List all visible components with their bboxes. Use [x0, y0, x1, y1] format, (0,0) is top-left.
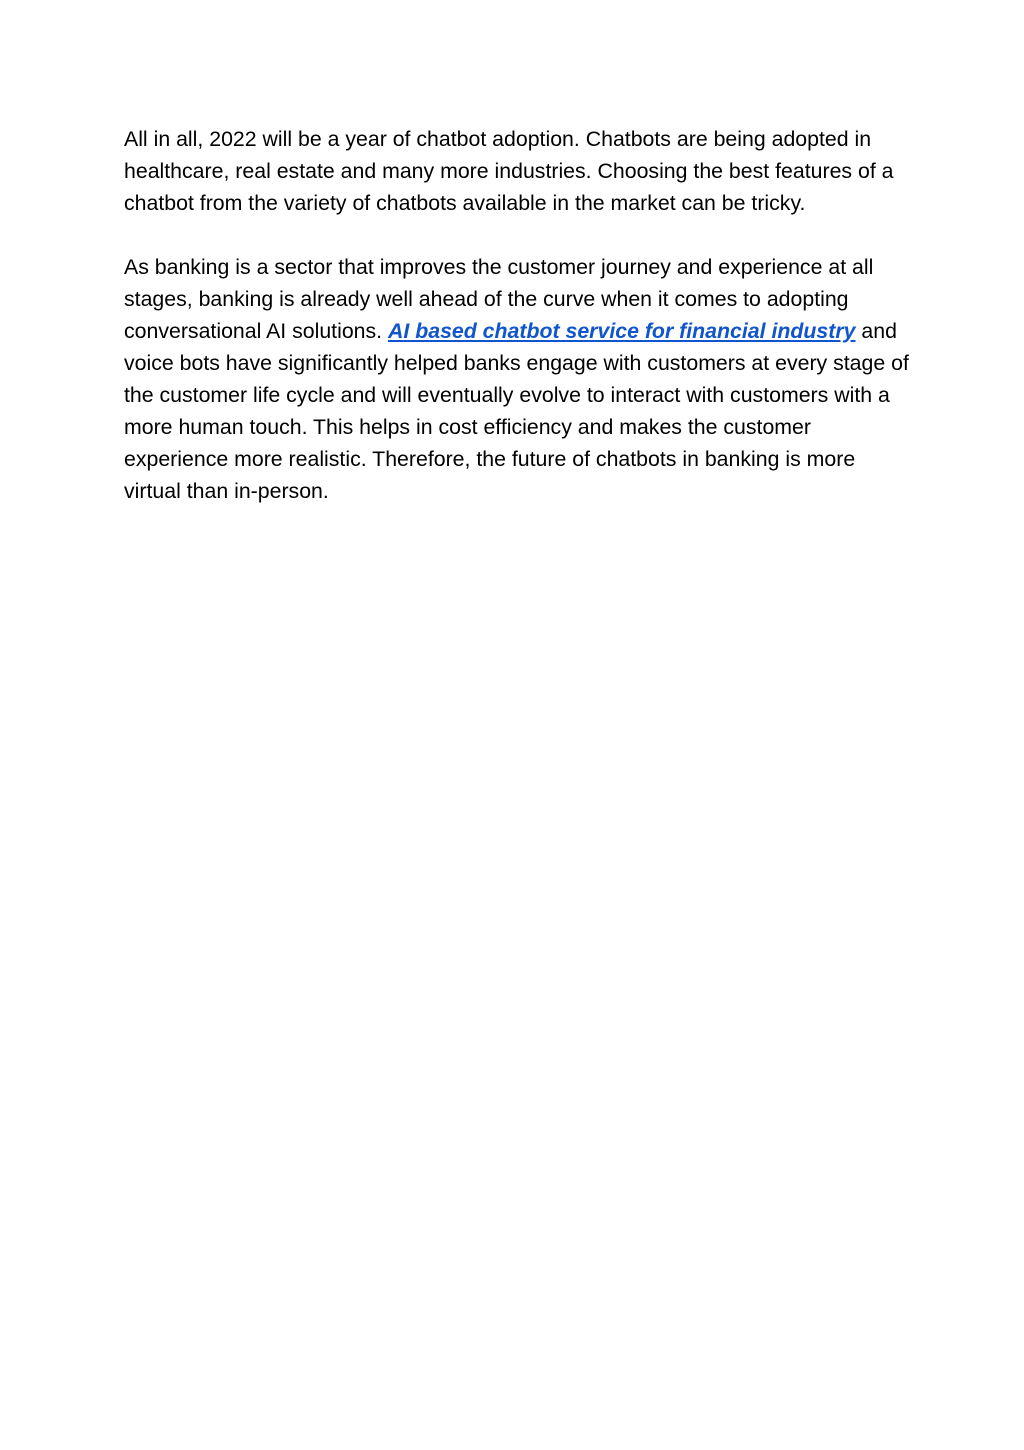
paragraph-chatbot-adoption: All in all, 2022 will be a year of chatbot adoption. Chatbots are being adopted in healthcare, real estate and many more industries. Choosing the best features of a chatbot from the variety of chatbots available in the market can be tricky.	[124, 127, 894, 215]
financial-chatbot-link[interactable]: AI based chatbot service for financial industry	[388, 319, 856, 343]
paragraph-banking-rest: and voice bots have significantly helped banks engage with customers at every stage of the customer life cycle and will eventually evolve to interact with customers with a more human touch. This helps in cost efficiency and makes the customer experience more realistic. Therefore, the future of chatbots in banking is more virtual than in-person.	[124, 319, 909, 503]
paragraph-banking-intro: As banking is a sector that improves the customer journey and experience at all stages, banking is already well ahead of the curve when it comes to adopting conversational AI solutions.	[124, 255, 874, 343]
paragraph-banking	[124, 251, 914, 507]
document-body	[124, 123, 914, 539]
